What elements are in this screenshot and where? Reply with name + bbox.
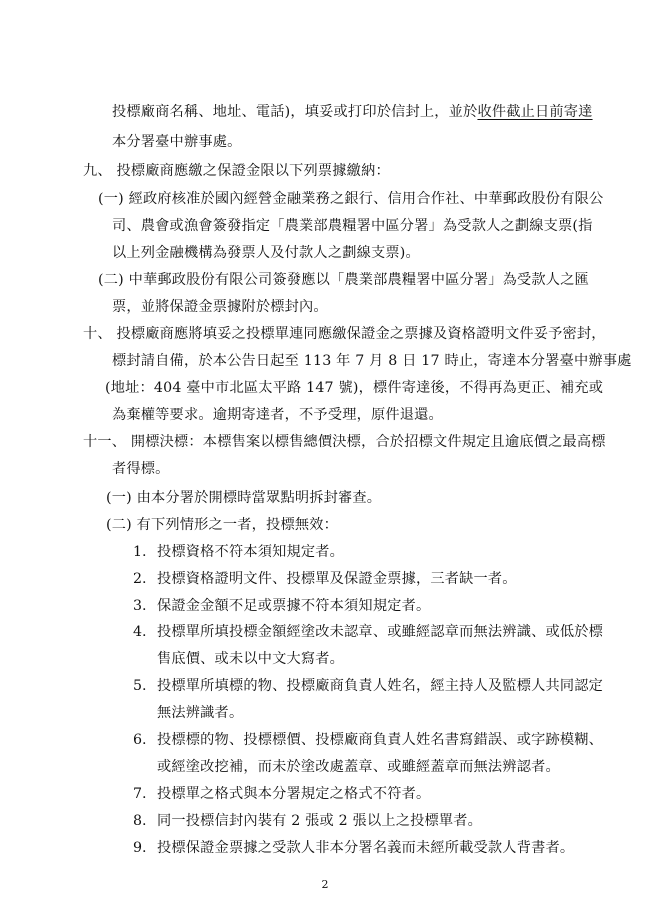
para9-item2-line2: 票，並將保證金票據附於標封內。 [112, 299, 328, 315]
invalid-8-line1: 同一投標信封內裝有 2 張或 2 張以上之投標單者。 [157, 813, 483, 829]
para8-cont-line1-underlined: 收件截止日前寄達 [477, 104, 593, 120]
invalid-4-num: 4. [133, 624, 147, 640]
para11-line2: 者得標。 [112, 461, 170, 477]
para10-line4: 為棄權等要求。逾期寄達者，不予受理，原件退還。 [112, 407, 443, 423]
invalid-6-num: 6. [133, 732, 147, 748]
page-number: 2 [321, 878, 329, 891]
invalid-1-line1: 投標資格不符本須知規定者。 [157, 544, 345, 560]
para9-item1-line2: 司、農會或漁會簽發指定「農業部農糧署中區分署」為受款人之劃線支票(指 [112, 218, 593, 234]
para9-title: 九、 投標廠商應繳之保證金限以下列票據繳納： [83, 163, 390, 179]
invalid-5-line2: 無法辨識者。 [157, 705, 244, 721]
invalid-4-line2: 售底價、或未以中文大寫者。 [157, 651, 345, 667]
invalid-5-num: 5. [133, 678, 147, 694]
invalid-4-line1: 投標單所填投標金額經塗改未認章、或雖經認章而無法辨識、或低於標 [157, 624, 604, 640]
invalid-7-num: 7. [133, 786, 147, 802]
invalid-6-line2: 或經塗改挖補，而未於塗改處蓋章、或雖經蓋章而無法辨認者。 [157, 759, 560, 775]
invalid-9-num: 9. [133, 840, 147, 856]
invalid-9-line1: 投標保證金票據之受款人非本分署名義而未經所載受款人背書者。 [157, 840, 575, 856]
invalid-6-line1: 投標標的物、投標標價、投標廠商負責人姓名書寫錯誤、或字跡模糊、 [157, 732, 604, 748]
para10-line3: (地址：404 臺中市北區太平路 147 號)，標件寄達後，不得再為更正、補充或 [105, 380, 604, 396]
para11-item2: (二) 有下列情形之一者，投標無效： [106, 517, 338, 533]
invalid-7-line1: 投標單之格式與本分署規定之格式不符者。 [157, 786, 431, 802]
invalid-5-line1: 投標單所填標的物、投標廠商負責人姓名，經主持人及監標人共同認定 [157, 678, 604, 694]
para11-line1: 十一、 開標決標：本標售案以標售總價決標，合於招標文件規定且逾底價之最高標 [83, 434, 606, 450]
para9-item1-line3: 以上列金融機構為發票人及付款人之劃線支票)。 [112, 245, 420, 261]
invalid-8-num: 8. [133, 813, 147, 829]
para9-item2-line1: (二) 中華郵政股份有限公司簽發應以「農業部農糧署中區分署」為受款人之匯 [98, 272, 589, 288]
invalid-3-num: 3. [133, 598, 147, 614]
para11-item1: (一) 由本分署於開標時當眾點明拆封審查。 [106, 490, 382, 506]
para8-cont-line1 [112, 102, 593, 122]
invalid-1-num: 1. [133, 544, 147, 560]
para10-line2: 標封請自備，於本公告日起至 113 年 7 月 8 日 17 時止，寄達本分署臺中辦事處 [112, 353, 632, 369]
para10-line1: 十、 投標廠商應將填妥之投標單連同應繳保證金之票據及資格證明文件妥予密封， [83, 326, 606, 342]
para9-item1-line1: (一) 經政府核准於國內經營金融業務之銀行、信用合作社、中華郵政股份有限公 [98, 191, 604, 207]
invalid-2-line1: 投標資格證明文件、投標單及保證金票據，三者缺一者。 [157, 571, 517, 587]
para8-cont-line1-a: 投標廠商名稱、地址、電話)，填妥或打印於信封上，並於 [112, 104, 478, 120]
invalid-2-num: 2. [133, 571, 147, 587]
para8-cont-line2: 本分署臺中辦事處。 [112, 134, 242, 150]
invalid-3-line1: 保證金金額不足或票據不符本須知規定者。 [157, 598, 431, 614]
